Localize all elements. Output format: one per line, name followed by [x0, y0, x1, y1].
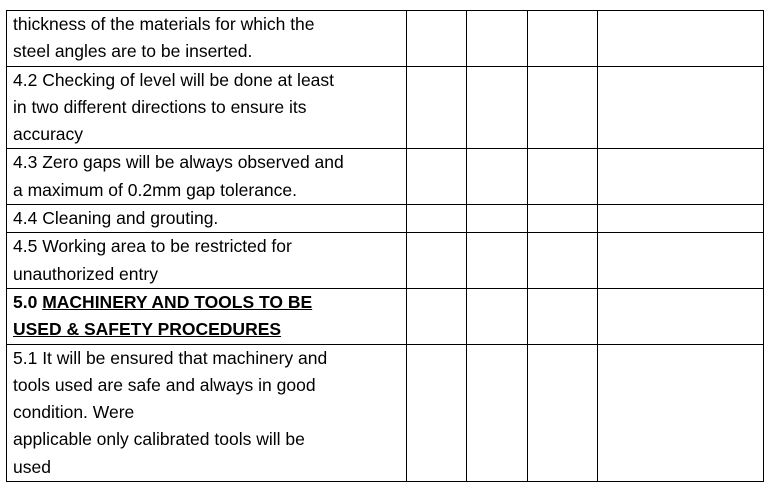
check-cell[interactable] [467, 11, 528, 67]
section-number: 5.0 [13, 291, 43, 312]
check-cell[interactable] [528, 205, 598, 233]
section-heading-row [7, 288, 764, 344]
check-cell[interactable] [467, 344, 528, 481]
check-cell[interactable] [467, 205, 528, 233]
description-line: accuracy [13, 124, 84, 145]
remarks-cell[interactable] [598, 66, 764, 149]
heading-line [13, 289, 400, 316]
remarks-cell[interactable] [598, 149, 764, 205]
description-line: tools used are safe and always in good [13, 374, 316, 395]
item-description [7, 11, 407, 67]
table-row [7, 66, 764, 149]
table-row [7, 205, 764, 233]
description-line: 5.1 It will be ensured that machinery and [13, 347, 328, 368]
description-line: a maximum of 0.2mm gap tolerance. [13, 179, 298, 200]
remarks-cell[interactable] [598, 344, 764, 481]
check-cell[interactable] [528, 11, 598, 67]
description-line: unauthorized entry [13, 263, 158, 284]
section-title: MACHINERY AND TOOLS TO BE [42, 291, 313, 312]
check-cell[interactable] [407, 288, 467, 344]
check-cell[interactable] [528, 66, 598, 149]
check-cell[interactable] [407, 66, 467, 149]
description-line: steel angles are to be inserted. [13, 41, 253, 62]
check-cell[interactable] [528, 149, 598, 205]
remarks-cell[interactable] [598, 233, 764, 289]
check-cell[interactable] [467, 66, 528, 149]
description-line: applicable only calibrated tools will be [13, 429, 305, 450]
description-line: 4.2 Checking of level will be done at least [13, 69, 335, 90]
section-heading [7, 288, 407, 344]
item-description [7, 149, 407, 205]
check-cell[interactable] [407, 344, 467, 481]
check-cell[interactable] [528, 344, 598, 481]
item-description [7, 66, 407, 149]
table-row [7, 344, 764, 481]
check-cell[interactable] [467, 149, 528, 205]
remarks-cell[interactable] [598, 288, 764, 344]
remarks-cell[interactable] [598, 205, 764, 233]
description-line: in two different directions to ensure its [13, 96, 307, 117]
description-line: 4.5 Working area to be restricted for [13, 236, 292, 257]
check-cell[interactable] [407, 205, 467, 233]
description-line: used [13, 456, 51, 477]
description-line: 4.4 Cleaning and grouting. [13, 208, 219, 229]
item-description [7, 344, 407, 481]
table-row [7, 11, 764, 67]
check-cell[interactable] [528, 288, 598, 344]
description-line: 4.3 Zero gaps will be always observed and [13, 152, 344, 173]
table-row [7, 149, 764, 205]
check-cell[interactable] [407, 233, 467, 289]
table-row [7, 233, 764, 289]
check-cell[interactable] [467, 233, 528, 289]
remarks-cell[interactable] [598, 11, 764, 67]
check-cell[interactable] [407, 149, 467, 205]
description-line: thickness of the materials for which the [13, 14, 315, 34]
description-line: condition. Were [13, 402, 135, 423]
check-cell[interactable] [528, 233, 598, 289]
check-cell[interactable] [407, 11, 467, 67]
checklist-table [6, 10, 764, 482]
item-description [7, 205, 407, 233]
section-title: USED & SAFETY PROCEDURES [13, 319, 282, 340]
item-description [7, 233, 407, 289]
check-cell[interactable] [467, 288, 528, 344]
